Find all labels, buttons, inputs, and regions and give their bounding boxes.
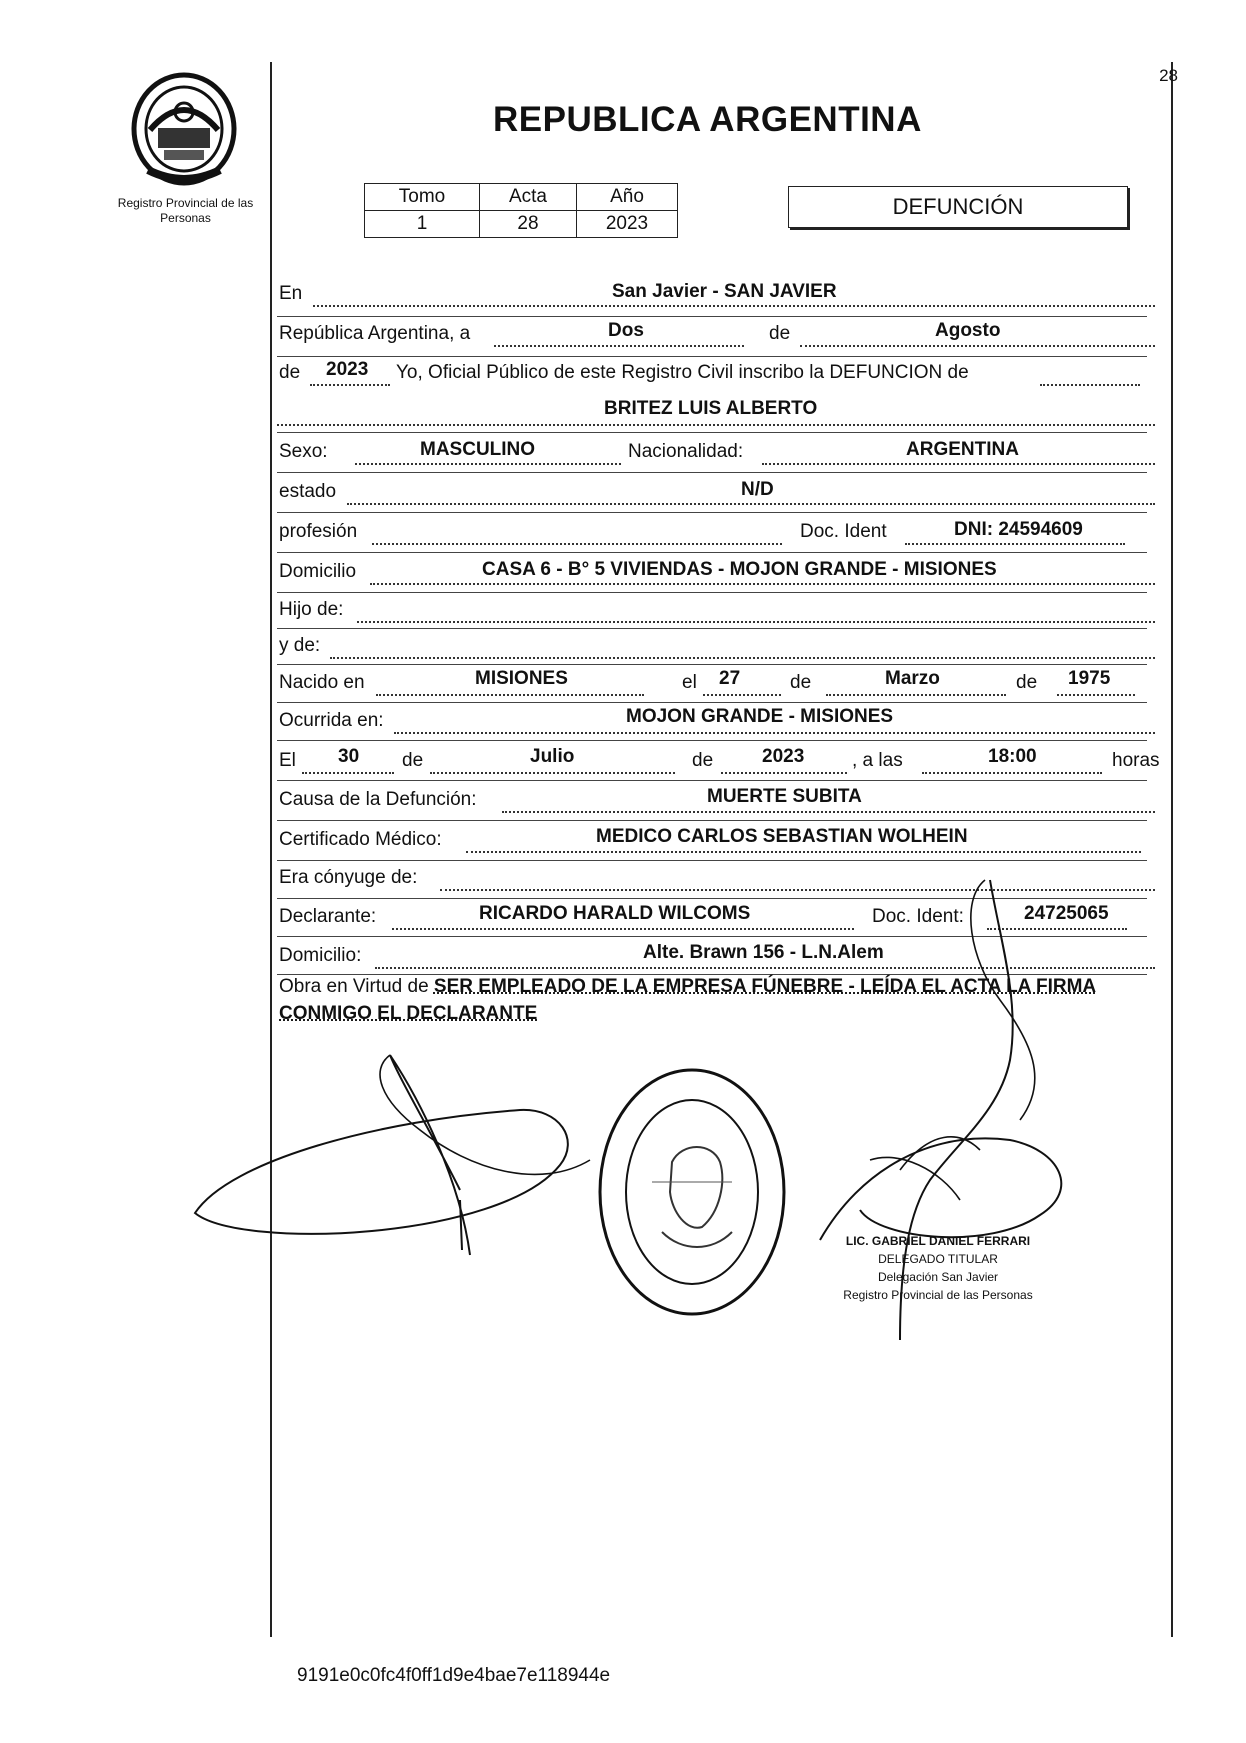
label-de-def-2: de — [692, 750, 714, 771]
label-ocurrida-en: Ocurrida en: — [279, 710, 384, 731]
field-lugar: San Javier - SAN JAVIER — [612, 281, 837, 302]
signatory-office: Delegación San Javier — [877, 1270, 999, 1284]
field-domicilio: CASA 6 - B° 5 VIVIENDAS - MOJON GRANDE - MISIONES — [482, 559, 997, 580]
value-acta: 28 — [480, 211, 577, 238]
label-de-nac-1: de — [790, 672, 812, 693]
label-de-def-1: de — [402, 750, 424, 771]
field-dia-registro: Dos — [608, 320, 644, 341]
field-certificado: MEDICO CARLOS SEBASTIAN WOLHEIN — [596, 826, 968, 847]
signatory-role: DELEGADO TITULAR — [878, 1252, 998, 1266]
label-y-de: y de: — [279, 635, 321, 656]
province-seal-icon — [128, 70, 240, 188]
field-ocurrida-en: MOJON GRANDE - MISIONES — [626, 706, 894, 727]
label-nacido-en: Nacido en — [279, 672, 365, 693]
signatory-name: LIC. GABRIEL DANIEL FERRARI — [845, 1234, 1031, 1248]
label-declarante: Declarante: — [279, 906, 377, 927]
field-def-hora: 18:00 — [988, 746, 1037, 767]
page-number: 28 — [1159, 66, 1178, 85]
field-declarante-doc: 24725065 — [1024, 903, 1109, 924]
field-sexo: MASCULINO — [420, 439, 536, 460]
value-tomo: 1 — [365, 211, 480, 238]
document-hash: 9191e0c0fc4f0ff1d9e4bae7e118944e — [297, 1665, 611, 1686]
label-nacionalidad: Nacionalidad: — [628, 441, 744, 462]
record-type-box: DEFUNCIÓN — [788, 186, 1128, 228]
obra-en-virtud — [279, 973, 1171, 1027]
label-doc-ident-2: Doc. Ident: — [872, 906, 964, 927]
label-estado: estado — [279, 481, 337, 502]
label-obra: Obra en Virtud de — [279, 976, 429, 997]
label-hijo-de: Hijo de: — [279, 599, 344, 620]
header-acta: Acta — [480, 184, 577, 211]
field-def-mes: Julio — [530, 746, 575, 767]
registry-name: Registro Provincial de las Personas — [117, 196, 254, 225]
field-declarante: RICARDO HARALD WILCOMS — [479, 903, 751, 924]
field-causa: MUERTE SUBITA — [707, 786, 862, 807]
field-anio-registro: 2023 — [326, 359, 369, 380]
label-horas: horas — [1112, 750, 1160, 771]
label-a-las: , a las — [852, 750, 903, 771]
field-def-dia: 30 — [338, 746, 360, 767]
left-margin-line — [270, 62, 272, 1637]
label-de-nac-2: de — [1016, 672, 1038, 693]
right-margin-line — [1171, 62, 1173, 1637]
value-anio: 2023 — [577, 211, 678, 238]
field-nac-anio: 1975 — [1068, 668, 1111, 689]
header-tomo: Tomo — [365, 184, 480, 211]
field-nac-dia: 27 — [719, 668, 741, 689]
field-nacido-en: MISIONES — [475, 668, 568, 689]
label-profesion: profesión — [279, 521, 358, 542]
label-de-2: de — [279, 362, 301, 383]
label-doc-ident: Doc. Ident — [800, 521, 887, 542]
official-stamp-icon — [592, 1062, 792, 1322]
field-estado: N/D — [741, 479, 774, 500]
label-domicilio-2: Domicilio: — [279, 945, 362, 966]
field-obra-virtud: SER EMPLEADO DE LA EMPRESA FÚNEBRE - LEÍDA EL ACTA LA FIRMA CONMIGO EL DECLARANTE — [279, 976, 1097, 1024]
label-republica: República Argentina, a — [279, 323, 471, 344]
signatory-block — [818, 1232, 1058, 1304]
field-fallecido: BRITEZ LUIS ALBERTO — [604, 398, 818, 419]
field-declarante-domicilio: Alte. Brawn 156 - L.N.Alem — [643, 942, 884, 963]
label-domicilio: Domicilio — [279, 561, 357, 582]
label-de-1: de — [769, 323, 791, 344]
record-number-table — [364, 183, 678, 238]
field-dni: DNI: 24594609 — [954, 519, 1083, 540]
header-anio: Año — [577, 184, 678, 211]
field-def-anio: 2023 — [762, 746, 805, 767]
signatory-registry: Registro Provincial de las Personas — [843, 1288, 1033, 1302]
field-nac-mes: Marzo — [885, 668, 940, 689]
label-conyuge: Era cónyuge de: — [279, 867, 418, 888]
label-el-nac: el — [682, 672, 697, 693]
label-inscribo: Yo, Oficial Público de este Registro Civil inscribo la DEFUNCION de — [396, 362, 969, 383]
label-causa: Causa de la Defunción: — [279, 789, 477, 810]
label-certificado: Certificado Médico: — [279, 829, 442, 850]
field-nacionalidad: ARGENTINA — [906, 439, 1019, 460]
label-sexo: Sexo: — [279, 441, 328, 462]
field-mes-registro: Agosto — [935, 320, 1001, 341]
label-el: El — [279, 750, 296, 771]
page-title: REPUBLICA ARGENTINA — [493, 100, 922, 139]
label-en: En — [279, 283, 303, 304]
